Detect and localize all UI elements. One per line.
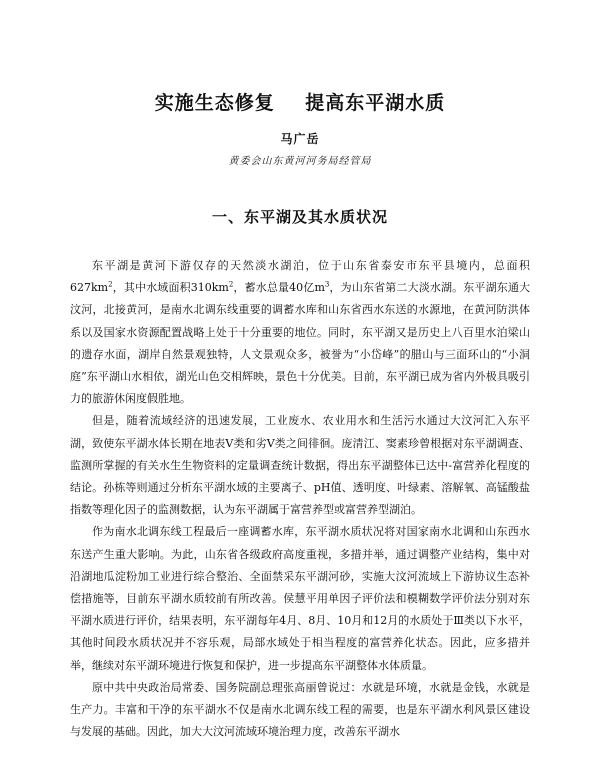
paper-title: 实施生态修复 提高东平湖水质 — [154, 92, 446, 114]
paragraph-1-part-b: ，其中水域面积310km — [112, 281, 229, 295]
paragraph-1-part-c: ，蓄水总量40亿m — [233, 281, 325, 295]
paragraph-2: 但是，随着流域经济的迅速发展，工业废水、农业用水和生活污水通过大汶河汇入东平湖，致使东平湖水体长期在地表Ⅴ类和劣Ⅴ类之间徘徊。庞清江、窦素珍曾根据对东平湖调查、监测所掌握的有关水生生物资料的定量调查统计数据，得出东平湖整体已达中-富营养化程度的结论。孙栋等则通过分析东平湖水域的主要离子、pH值、透明度、叶绿素、溶解氧、高锰酸盐指数等理化因子的监测数据，认为东平湖属于富营养型或富营养型湖泊。 — [70, 414, 530, 517]
superscript-3: 3 — [324, 280, 330, 289]
paragraph-1-part-a: 东平湖是黄河下游仅存的天然淡水湖泊，位于山东省泰安市东平县境内，总面积627km — [70, 259, 530, 295]
paragraph-1 — [70, 255, 530, 410]
paragraph-1-part-d: ，为山东省第二大淡水湖。东平湖东通大汶河，北接黄河，是南水北调东线重要的调蓄水库和山东省西水东送的水源地，在黄河防洪体系以及国家水资源配置战略上处于十分重要的地位。同时，东平湖又是历史上八百里水泊梁山的遗存水面，湖岸自然景观独特，人文景观众多，被誉为“小岱峰”的腊山与三面环山的“小洞庭”东平湖山水相依，湖光山色交相辉映，景色十分优美。目前，东平湖已成为省内外极具吸引力的旅游休闲度假胜地。 — [70, 281, 531, 406]
body-text — [70, 255, 530, 743]
paragraph-3: 作为南水北调东线工程最后一座调蓄水库，东平湖水质状况将对国家南水北调和山东西水东送产生重大影响。为此，山东省各级政府高度重视，多措并举，通过调整产业结构，集中对沿湖地瓜淀粉加工业进行综合整治、全面禁采东平湖河砂，实施大汶河流域上下游协议生态补偿措施等，目前东平湖水质较前有所改善。侯慧平用单因子评价法和模糊数学评价法分别对东平湖水质进行评价，结果表明，东平湖每年4月、8月、10月和12月的水质处于Ⅲ类以下水平，其他时间段水质状况并不容乐观，局部水域处于相当程度的富营养化状态。因此，应多措并举，继续对东平湖环境进行恢复和保护，进一步提高东平湖整体水体质量。 — [70, 525, 530, 672]
superscript-2: 2 — [228, 280, 234, 289]
superscript-2: 2 — [108, 280, 113, 289]
paragraph-4: 原中共中央政治局常委、国务院副总理张高丽曾说过：水就是环境，水就是金钱，水就是生产力。丰富和干净的东平湖水不仅是南水北调东线工程的需要，也是东平湖水利风景区建设与发展的基础。因此，加大大汶河流域环境治理力度，改善东平湖水 — [70, 680, 530, 739]
author-name: 马广岳 — [280, 132, 320, 146]
author-affiliation: 黄委会山东黄河河务局经管局 — [228, 156, 372, 167]
section-heading: 一、东平湖及其水质状况 — [211, 208, 388, 226]
